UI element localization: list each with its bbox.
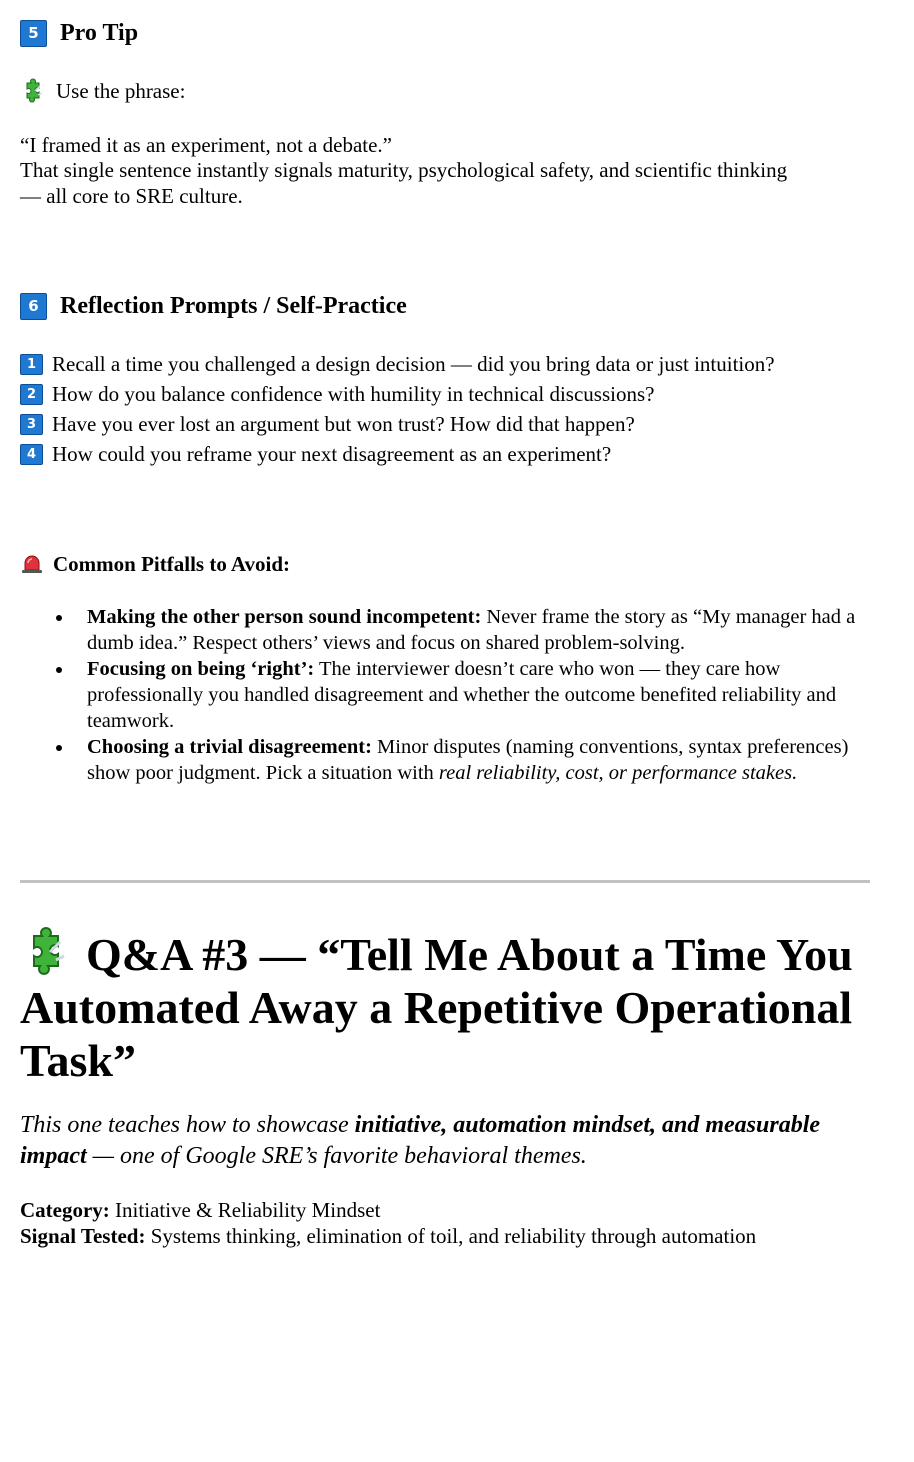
signal-value: Systems thinking, elimination of toil, and reliability through automation bbox=[145, 1224, 757, 1248]
pro-tip-quote: “I framed it as an experiment, not a debate.” bbox=[20, 133, 392, 157]
reflection-prompt-text: How do you balance confidence with humility in technical discussions? bbox=[52, 381, 655, 406]
keycap-2-icon: 2 bbox=[20, 384, 43, 405]
category-label: Category: bbox=[20, 1198, 110, 1222]
qa3-title-text: Q&A #3 — “Tell Me About a Time You Automated Away a Repetitive Operational Task” bbox=[20, 929, 853, 1086]
qa3-intro-suffix: — one of Google SRE’s favorite behavioral themes. bbox=[86, 1143, 587, 1169]
pro-tip-heading-text: Pro Tip bbox=[60, 20, 139, 46]
keycap-5-icon: 5 bbox=[20, 20, 47, 47]
puzzle-piece-icon bbox=[20, 78, 46, 104]
reflection-prompt-text: How could you reframe your next disagreement as an experiment? bbox=[52, 441, 612, 466]
reflection-heading-text: Reflection Prompts / Self-Practice bbox=[60, 293, 407, 319]
reflection-prompt bbox=[20, 410, 635, 438]
signal-label: Signal Tested: bbox=[20, 1224, 146, 1248]
pro-tip-explanation-line1: That single sentence instantly signals maturity, psychological safety, and scientific thinking bbox=[20, 158, 788, 182]
pitfall-text: The interviewer doesn’t care who won — they care how professionally you handled disagreement and whether the outcome benefited reliability and teamwork. bbox=[87, 658, 837, 732]
reflection-prompt bbox=[20, 440, 611, 468]
puzzle-piece-icon bbox=[20, 926, 72, 978]
reflection-prompt-text: Have you ever lost an argument but won trust? How did that happen? bbox=[52, 411, 635, 436]
qa3-intro-bold: initiative, automation mindset, and measurable impact bbox=[20, 1112, 821, 1169]
pro-tip-lead-text: Use the phrase: bbox=[56, 79, 186, 103]
qa3-title bbox=[20, 926, 880, 1087]
pitfall-title: Making the other person sound incompetent: bbox=[87, 606, 482, 628]
reflection-prompt-text: Recall a time you challenged a design decision — did you bring data or just intuition? bbox=[52, 351, 775, 376]
pitfalls-list bbox=[20, 604, 880, 786]
qa3-intro bbox=[20, 1110, 880, 1172]
qa3-intro-prefix: This one teaches how to showcase bbox=[20, 1112, 355, 1138]
pro-tip-explanation-line2: — all core to SRE culture. bbox=[20, 184, 243, 208]
reflection-prompt bbox=[20, 350, 775, 378]
pitfalls-heading bbox=[20, 548, 290, 580]
keycap-3-icon: 3 bbox=[20, 414, 43, 435]
pro-tip-lead bbox=[20, 78, 185, 104]
pitfall-text: Never frame the story as “My manager had a dumb idea.” Respect others’ views and focus on shared problem-solving. bbox=[87, 606, 856, 654]
pitfalls-heading-text: Common Pitfalls to Avoid: bbox=[53, 551, 291, 576]
keycap-1-icon: 1 bbox=[20, 354, 43, 375]
category-value: Initiative & Reliability Mindset bbox=[109, 1198, 381, 1222]
horizontal-divider bbox=[20, 880, 870, 883]
pitfall-title: Choosing a trivial disagreement: bbox=[87, 736, 372, 758]
keycap-4-icon: 4 bbox=[20, 444, 43, 465]
pro-tip-heading bbox=[20, 18, 138, 48]
pitfall-title: Focusing on being ‘right’: bbox=[87, 658, 315, 680]
reflection-heading bbox=[20, 291, 407, 321]
pitfall-emphasis: real reliability, cost, or performance stakes. bbox=[438, 762, 798, 784]
reflection-prompt bbox=[20, 380, 654, 408]
list-item bbox=[20, 604, 880, 656]
qa3-signal bbox=[20, 1223, 756, 1249]
list-item bbox=[20, 734, 880, 786]
siren-icon bbox=[20, 554, 44, 574]
list-item bbox=[20, 656, 880, 734]
qa3-category bbox=[20, 1197, 380, 1223]
keycap-6-icon: 6 bbox=[20, 293, 47, 320]
pitfall-text: Minor disputes (naming conventions, syntax preferences) show poor judgment. Pick a situation with bbox=[87, 736, 849, 784]
